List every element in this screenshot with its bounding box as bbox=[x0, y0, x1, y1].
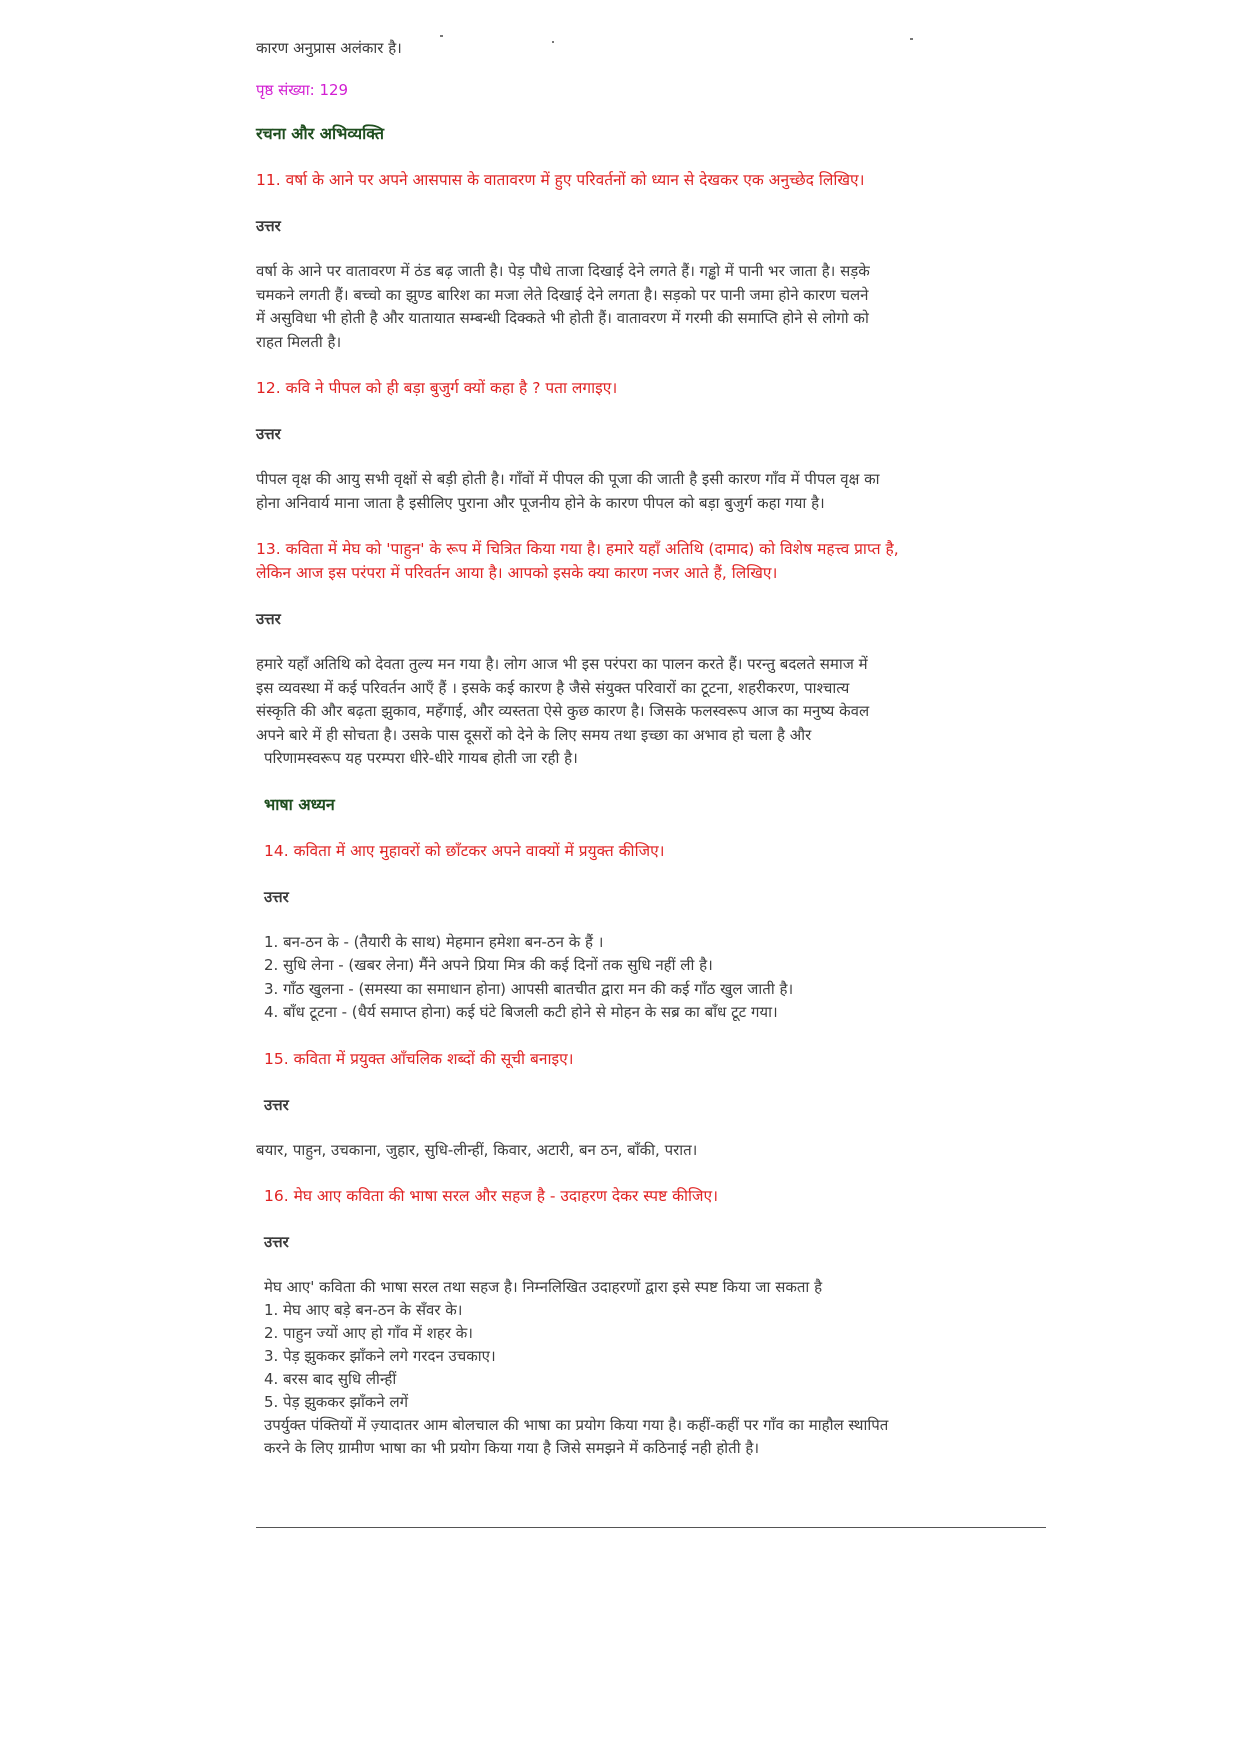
question-15: 15. कविता में प्रयुक्त आँचलिक शब्दों की सूची बनाइए। bbox=[264, 1049, 574, 1068]
question-12: 12. कवि ने पीपल को ही बड़ा बुजुर्ग क्यों कहा है ? पता लगाइए। bbox=[256, 379, 618, 397]
question-line: लेकिन आज इस परंपरा में परिवर्तन आया है। आपको इसके क्या कारण नजर आते हैं, लिखिए। bbox=[256, 564, 778, 582]
list-item: 2. सुधि लेना - (खबर लेना) मैंने अपने प्रिया मित्र की कई दिनों तक सुधि नहीं ली है। bbox=[264, 956, 713, 974]
list-item: 4. बाँध टूटना - (धैर्य समाप्त होना) कई घंटे बिजली कटी होने से मोहन के सब्र का बाँध टूट गया। bbox=[264, 1003, 778, 1021]
answer-line: में असुविधा भी होती है और यातायात सम्बन्धी दिक्कते भी होती हैं। वातावरण में गरमी की समाप्ति होने से लोगो को bbox=[256, 309, 869, 327]
question-16: 16. मेघ आए कविता की भाषा सरल और सहज है - उदाहरण देकर स्पष्ट कीजिए। bbox=[264, 1187, 718, 1205]
answer-line: चमकने लगती हैं। बच्चो का झुण्ड बारिश का मजा लेते दिखाई देने लगता है। सड़को पर पानी जमा होने कारण चलने bbox=[256, 285, 869, 304]
list-item: 2. पाहुन ज्यों आए हो गाँव में शहर के। bbox=[264, 1324, 473, 1342]
answer-label: उत्तर bbox=[264, 1233, 289, 1251]
answer-line: उपर्युक्त पंक्तियों में ज़्यादातर आम बोलचाल की भाषा का प्रयोग किया गया है। कहीं-कहीं पर गाँव का माहौल स्थापित bbox=[264, 1416, 889, 1434]
answer-line: इस व्यवस्था में कई परिवर्तन आएँ हैं । इसके कई कारण है जैसे संयुक्त परिवारों का टूटना, शहरीकरण, पाश्चात्य bbox=[256, 678, 850, 697]
answer-line: संस्कृति की और बढ़ता झुकाव, महँगाई, और व्यस्तता ऐसे कुछ कारण है। जिसके फलस्वरूप आज का मनुष्य केवल bbox=[256, 702, 870, 720]
answer-label: उत्तर bbox=[256, 425, 281, 443]
answer-16 bbox=[256, 1276, 1046, 1460]
section-heading-language: भाषा अध्यन bbox=[264, 794, 335, 814]
answer-11 bbox=[256, 260, 1046, 354]
answer-14 bbox=[256, 931, 1046, 1025]
question-11: 11. वर्षा के आने पर अपने आसपास के वातावरण में हुए परिवर्तनों को ध्यान से देखकर एक अनुच्छेद लिखिए। bbox=[256, 171, 865, 189]
answer-15: बयार, पाहुन, उचकाना, जुहार, सुधि-लीन्हीं, किवार, अटारी, बन ठन, बाँकी, परात। bbox=[256, 1140, 698, 1159]
answer-line: करने के लिए ग्रामीण भाषा का भी प्रयोग किया गया है जिसे समझने में कठिनाई नही होती है। bbox=[264, 1439, 760, 1457]
answer-label: उत्तर bbox=[264, 887, 289, 906]
continued-text: कारण अनुप्रास अलंकार है। bbox=[256, 39, 402, 57]
bottom-divider bbox=[256, 1527, 1046, 1528]
answer-line: पीपल वृक्ष की आयु सभी वृक्षों से बड़ी होती है। गाँवों में पीपल की पूजा की जाती है इसी कारण गाँव में पीपल वृक्ष का bbox=[256, 470, 880, 488]
answer-line: अपने बारे में ही सोचता है। उसके पास दूसरों को देने के लिए समय तथा इच्छा का अभाव हो चला है और bbox=[256, 725, 812, 744]
answer-line: मेघ आए' कविता की भाषा सरल तथा सहज है। निम्नलिखित उदाहरणों द्वारा इसे स्पष्ट किया जा सकता है bbox=[264, 1278, 823, 1296]
list-item: 5. पेड़ झुककर झाँकने लगें bbox=[264, 1393, 409, 1411]
answer-line: होना अनिवार्य माना जाता है इसीलिए पुराना और पूजनीय होने के कारण पीपल को बड़ा बुजुर्ग कहा गया है। bbox=[256, 493, 825, 512]
answer-label: उत्तर bbox=[264, 1095, 289, 1114]
document-page bbox=[256, 36, 1046, 1482]
answer-13 bbox=[256, 653, 1046, 771]
answer-line: परिणामस्वरूप यह परम्परा धीरे-धीरे गायब होती जा रही है। bbox=[264, 749, 578, 767]
answer-12 bbox=[256, 468, 1046, 515]
question-13 bbox=[256, 537, 1046, 585]
answer-label: उत्तर bbox=[256, 610, 281, 628]
answer-line: राहत मिलती है। bbox=[256, 332, 342, 351]
question-line: 13. कविता में मेघ को 'पाहुन' के रूप में चित्रित किया गया है। हमारे यहाँ अतिथि (दामाद) को विशेष महत्त्व प्राप्त है, bbox=[256, 540, 899, 558]
page-number: पृष्ठ संख्या: 129 bbox=[256, 81, 349, 99]
answer-line: वर्षा के आने पर वातावरण में ठंड बढ़ जाती है। पेड़ पौधे ताजा दिखाई देने लगते हैं। गड्ढो में पानी भर जाता है। सड़के bbox=[256, 262, 870, 280]
list-item: 1. मेघ आए बड़े बन-ठन के सँवर के। bbox=[264, 1301, 463, 1319]
section-heading-composition: रचना और अभिव्यक्ति bbox=[256, 124, 384, 143]
answer-line: हमारे यहाँ अतिथि को देवता तुल्य मन गया है। लोग आज भी इस परंपरा का पालन करते हैं। परन्तु बदलते समाज में bbox=[256, 655, 868, 673]
answer-label: उत्तर bbox=[256, 217, 281, 235]
list-item: 1. बन-ठन के - (तैयारी के साथ) मेहमान हमेशा बन-ठन के हैं । bbox=[264, 932, 604, 951]
question-14: 14. कविता में आए मुहावरों को छाँटकर अपने वाक्यों में प्रयुक्त कीजिए। bbox=[264, 841, 665, 860]
list-item: 3. पेड़ झुककर झाँकने लगे गरदन उचकाए। bbox=[264, 1347, 496, 1365]
list-item: 3. गाँठ खुलना - (समस्या का समाधान होना) आपसी बातचीत द्वारा मन की कई गाँठ खुल जाती है। bbox=[264, 979, 794, 998]
list-item: 4. बरस बाद सुधि लीन्हीं bbox=[264, 1370, 397, 1388]
